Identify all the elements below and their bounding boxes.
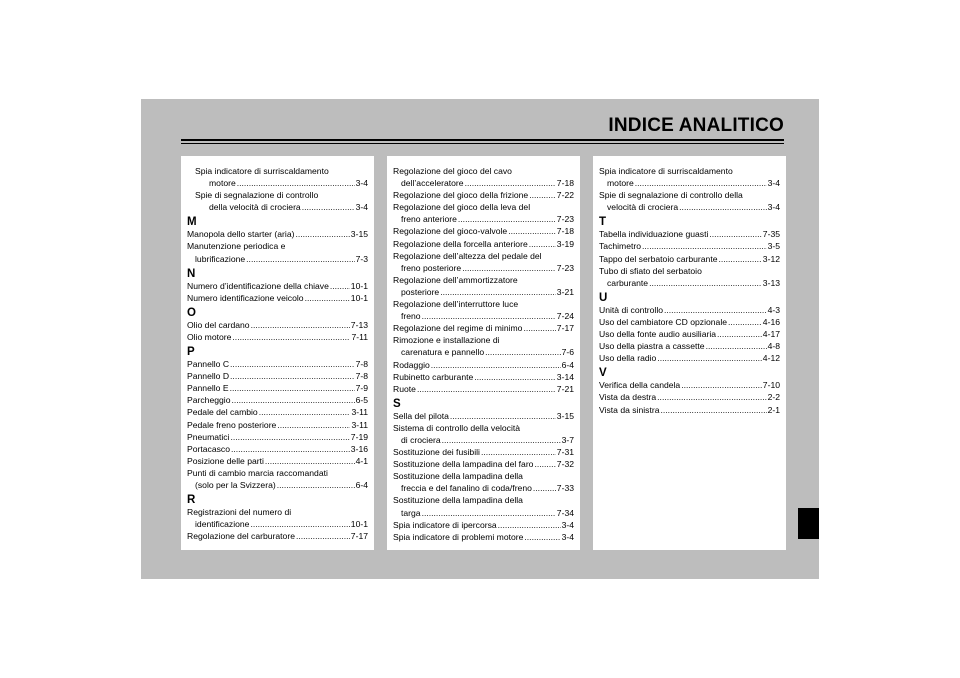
dot-leader: [431, 359, 561, 371]
index-entry-label: di crociera: [401, 434, 441, 445]
dot-leader: [230, 358, 355, 370]
index-entry: [187, 419, 368, 431]
index-entry: [187, 331, 368, 343]
dot-leader: [529, 189, 556, 201]
page-reference: 4-8: [767, 341, 780, 352]
page-reference: 7-24: [556, 311, 574, 322]
index-entry-label: Tachimetro: [599, 241, 642, 252]
dot-leader: [718, 253, 761, 265]
index-entry-label: Uso della fonte audio ausiliaria: [599, 329, 717, 340]
index-entry-label: Unità di controllo: [599, 304, 664, 315]
index-entry: [393, 250, 574, 274]
index-entry: [393, 494, 574, 518]
index-entry: [599, 253, 780, 265]
page-reference: 7-3: [355, 253, 368, 264]
index-entry: [393, 225, 574, 237]
page-reference: 7-6: [561, 347, 574, 358]
index-entry-label: (solo per la Svizzera): [195, 479, 276, 490]
index-letter-heading: U: [599, 291, 608, 304]
dot-leader: [728, 316, 762, 328]
index-letter-heading: R: [187, 494, 196, 507]
page-reference: 3-15: [556, 410, 574, 421]
index-entry-label: Numero identificazione veicolo: [187, 292, 304, 303]
page-reference: 7-17: [350, 531, 368, 542]
dot-leader: [295, 228, 349, 240]
index-entry-label: carenatura e pannello: [401, 347, 485, 358]
index-entry-label: Sostituzione dei fusibili: [393, 447, 480, 458]
index-entry: [393, 201, 574, 225]
index-entry-label: targa: [401, 507, 421, 518]
index-entry-label: Pannello E: [187, 383, 229, 394]
dot-leader: [422, 310, 556, 322]
dot-leader: [664, 304, 767, 316]
index-entry-label: posteriore: [401, 286, 440, 297]
index-entry-label: Sella del pilota: [393, 410, 449, 421]
index-entry: [599, 328, 780, 340]
page-reference: 3-12: [762, 253, 780, 264]
page-reference: 7-23: [556, 214, 574, 225]
index-entry: [393, 298, 574, 322]
index-entry: [393, 531, 574, 543]
index-entry-text: Spie di segnalazione di controllo: [195, 190, 319, 201]
index-entry-text: Spie di segnalazione di controllo della: [599, 190, 743, 201]
dot-leader: [302, 201, 355, 213]
index-entry: [187, 370, 368, 382]
dot-leader: [231, 443, 350, 455]
index-entry-label: Regolazione del gioco-valvole: [393, 226, 508, 237]
index-entry-label: Regolazione della forcella anteriore: [393, 238, 528, 249]
index-entry-label: dell’acceleratore: [401, 178, 464, 189]
dot-leader: [642, 240, 767, 252]
page-reference: 7-18: [556, 226, 574, 237]
page-reference: 7-17: [556, 323, 574, 334]
dot-leader: [706, 340, 767, 352]
index-entry-label: Regolazione del regime di minimo: [393, 323, 523, 334]
dot-leader: [442, 434, 561, 446]
page-title: INDICE ANALITICO: [608, 115, 784, 136]
index-entry-label: identificazione: [195, 519, 250, 530]
index-entry-text: Regolazione dell’interruttore luce: [393, 299, 519, 310]
dot-leader: [533, 482, 556, 494]
page-reference: 7-32: [556, 459, 574, 470]
index-entry-label: freno anteriore: [401, 214, 457, 225]
index-entry: [187, 443, 368, 455]
index-letter-heading: S: [393, 397, 401, 410]
dot-leader: [230, 370, 355, 382]
index-entry-label: Pannello C: [187, 359, 230, 370]
index-entry-text: Punti di cambio marcia raccomandati: [187, 467, 328, 478]
index-entry: [187, 319, 368, 331]
dot-leader: [523, 322, 555, 334]
index-entry: [393, 334, 574, 358]
index-entry-text: Spia indicatore di surriscaldamento: [599, 166, 733, 176]
dot-leader: [230, 382, 355, 394]
page-reference: 3-21: [556, 286, 574, 297]
page-reference: 3-4: [767, 202, 780, 213]
dot-leader: [422, 507, 556, 519]
index-entry: [393, 470, 574, 494]
index-entry: [393, 422, 574, 446]
index-entry-text: Tubo di sfiato del serbatoio: [599, 265, 702, 276]
index-letter-heading: O: [187, 306, 196, 319]
index-entry: [393, 189, 574, 201]
index-entry: [187, 189, 368, 213]
index-entry: [599, 391, 780, 403]
index-entry-label: Sostituzione della lampadina del faro: [393, 459, 534, 470]
index-entry-label: Olio motore: [187, 331, 232, 342]
index-entry: [187, 382, 368, 394]
index-entry: [599, 228, 780, 240]
index-entry-label: Uso della radio: [599, 353, 657, 364]
index-entry: [187, 228, 368, 240]
page-reference: 3-19: [556, 238, 574, 249]
page-reference: 3-13: [762, 277, 780, 288]
index-entry-text: Rimozione e installazione di: [393, 335, 500, 346]
dot-leader: [277, 479, 355, 491]
index-letter-heading: M: [187, 216, 197, 229]
index-entry-label: motore: [607, 178, 634, 189]
page-reference: 4-1: [355, 455, 368, 466]
page-reference: 7-11: [351, 331, 368, 342]
index-entry-label: Uso della piastra a cassette: [599, 341, 705, 352]
index-entry-label: motore: [209, 178, 236, 189]
page-reference: 7-18: [556, 178, 574, 189]
index-entry-label: della velocità di crociera: [209, 202, 301, 213]
dot-leader: [450, 410, 556, 422]
index-entry-text: Spia indicatore di surriscaldamento: [195, 166, 329, 176]
index-entry-label: Portacasco: [187, 443, 230, 454]
index-entry: [393, 165, 574, 189]
index-entry: [393, 519, 574, 531]
index-entry-label: Vista da sinistra: [599, 404, 660, 415]
page-reference: 7-10: [762, 380, 780, 391]
index-entry: [187, 431, 368, 443]
page-reference: 3-11: [351, 419, 368, 430]
index-entry-label: Regolazione del gioco della frizione: [393, 190, 529, 201]
page-reference: 3-4: [561, 531, 574, 542]
index-entry-label: Tappo del serbatoio carburante: [599, 253, 718, 264]
index-entry: [599, 352, 780, 364]
dot-leader: [709, 228, 761, 240]
page-reference: 10-1: [350, 280, 368, 291]
dot-leader: [481, 446, 556, 458]
dot-leader: [305, 292, 350, 304]
dot-leader: [296, 530, 350, 542]
page-reference: 4-3: [767, 304, 780, 315]
dot-leader: [277, 419, 350, 431]
index-letter-heading: P: [187, 346, 195, 359]
dot-leader: [237, 177, 355, 189]
page-reference: 2-1: [767, 404, 780, 415]
index-entry: [393, 371, 574, 383]
page-reference: 7-22: [556, 190, 574, 201]
index-entry-label: Tabella individuazione guasti: [599, 229, 709, 240]
title-rule: [181, 139, 784, 141]
page-reference: 10-1: [350, 292, 368, 303]
page-reference: 7-31: [556, 447, 574, 458]
page-reference: 6-4: [561, 359, 574, 370]
dot-leader: [251, 319, 350, 331]
index-column-3: [593, 156, 786, 550]
page-reference: 4-17: [762, 329, 780, 340]
dot-leader: [232, 331, 350, 343]
dot-leader: [458, 213, 556, 225]
index-entry-label: freno posteriore: [401, 262, 462, 273]
dot-leader: [259, 406, 351, 418]
index-entry: [187, 394, 368, 406]
dot-leader: [485, 346, 560, 358]
index-entry: [393, 458, 574, 470]
page-reference: 3-4: [767, 178, 780, 189]
dot-leader: [474, 371, 556, 383]
manual-page: [141, 99, 819, 579]
index-entry-label: Spia indicatore di problemi motore: [393, 531, 524, 542]
index-entry-text: Sostituzione della lampadina della: [393, 495, 523, 506]
index-entry: [187, 358, 368, 370]
index-entry: [393, 322, 574, 334]
dot-leader: [529, 238, 556, 250]
index-entry-label: Pannello D: [187, 371, 230, 382]
page-reference: 7-8: [355, 359, 368, 370]
index-letter-heading: T: [599, 216, 607, 229]
index-entry-label: Spia indicatore di ipercorsa: [393, 519, 497, 530]
index-entry-text: Regolazione del gioco del cavo: [393, 166, 512, 176]
dot-leader: [330, 280, 350, 292]
index-entry: [599, 340, 780, 352]
index-entry: [599, 379, 780, 391]
index-entry-label: velocità di crociera: [607, 202, 679, 213]
page-reference: 2-2: [767, 392, 780, 403]
index-entry-label: carburante: [607, 277, 649, 288]
dot-leader: [231, 394, 354, 406]
index-entry: [599, 189, 780, 213]
index-entry-text: Sistema di controllo della velocità: [393, 422, 521, 433]
index-entry: [187, 406, 368, 418]
index-entry: [599, 265, 780, 289]
page-reference: 7-21: [556, 383, 574, 394]
page-reference: 7-35: [762, 229, 780, 240]
dot-leader: [498, 519, 561, 531]
dot-leader: [417, 383, 556, 395]
dot-leader: [657, 391, 766, 403]
index-entry: [187, 280, 368, 292]
index-column-2: [387, 156, 580, 550]
index-entry: [599, 404, 780, 416]
index-entry: [393, 383, 574, 395]
index-entry-label: Regolazione del carburatore: [187, 531, 295, 542]
page-reference: 7-19: [350, 431, 368, 442]
index-entry-label: Posizione delle parti: [187, 455, 264, 466]
index-entry: [187, 455, 368, 467]
index-entry: [187, 292, 368, 304]
page-reference: 4-16: [762, 316, 780, 327]
page-reference: 4-12: [762, 353, 780, 364]
page-reference: 7-9: [355, 383, 368, 394]
index-entry-label: Olio del cardano: [187, 319, 250, 330]
dot-leader: [231, 431, 350, 443]
page-reference: 7-13: [350, 319, 368, 330]
page-reference: 6-5: [355, 395, 368, 406]
index-entry-label: lubrificazione: [195, 253, 246, 264]
page-reference: 3-4: [355, 202, 368, 213]
index-entry: [393, 274, 574, 298]
index-entry-label: Parcheggio: [187, 395, 231, 406]
index-entry-label: Numero d’identificazione della chiave: [187, 280, 329, 291]
page-reference: 10-1: [350, 519, 368, 530]
index-entry: [393, 446, 574, 458]
index-entry-label: Pedale freno posteriore: [187, 419, 277, 430]
index-entry-text: Regolazione del gioco della leva del: [393, 202, 531, 213]
dot-leader: [246, 253, 354, 265]
index-entry: [599, 316, 780, 328]
index-letter-heading: N: [187, 267, 196, 280]
index-entry-label: Pneumatici: [187, 431, 230, 442]
chapter-tab: [798, 508, 819, 539]
index-entry-text: Registrazioni del numero di: [187, 507, 292, 518]
page-reference: 3-7: [561, 434, 574, 445]
dot-leader: [657, 352, 761, 364]
index-entry: [187, 240, 368, 264]
index-entry-label: Manopola dello starter (aria): [187, 229, 295, 240]
page-reference: 7-34: [556, 507, 574, 518]
index-entry-text: Sostituzione della lampadina della: [393, 471, 523, 482]
dot-leader: [661, 404, 767, 416]
index-entry-label: Vista da destra: [599, 392, 657, 403]
page-reference: 3-4: [561, 519, 574, 530]
page-reference: 3-14: [556, 371, 574, 382]
page-reference: 6-4: [355, 479, 368, 490]
page-reference: 7-8: [355, 371, 368, 382]
page-reference: 3-5: [767, 241, 780, 252]
index-entry-text: Manutenzione periodica e: [187, 241, 286, 252]
dot-leader: [250, 518, 349, 530]
page-reference: 7-33: [556, 483, 574, 494]
index-entry-label: freccia e del fanalino di coda/freno: [401, 483, 532, 494]
index-entry-label: Rodaggio: [393, 359, 430, 370]
index-entry-label: Ruote: [393, 383, 416, 394]
page-reference: 7-23: [556, 262, 574, 273]
dot-leader: [524, 531, 560, 543]
dot-leader: [635, 177, 767, 189]
dot-leader: [465, 177, 556, 189]
index-entry-text: Regolazione dell’ammortizzatore: [393, 274, 518, 285]
index-entry: [393, 359, 574, 371]
dot-leader: [717, 328, 762, 340]
page-reference: 3-4: [355, 178, 368, 189]
index-entry-label: Pedale del cambio: [187, 407, 258, 418]
dot-leader: [679, 201, 766, 213]
index-entry: [599, 304, 780, 316]
index-entry-label: Uso del cambiatore CD opzionale: [599, 316, 728, 327]
dot-leader: [462, 262, 556, 274]
page-reference: 3-16: [350, 443, 368, 454]
index-column-1: [181, 156, 374, 550]
dot-leader: [534, 458, 555, 470]
index-entry: [187, 530, 368, 542]
index-entry: [393, 410, 574, 422]
page-reference: 3-15: [350, 229, 368, 240]
index-entry: [187, 506, 368, 530]
index-entry-label: Verifica della candela: [599, 380, 681, 391]
index-entry-text: Regolazione dell’altezza del pedale del: [393, 250, 542, 261]
index-entry-label: Rubinetto carburante: [393, 371, 474, 382]
index-entry-label: freno: [401, 311, 421, 322]
index-entry: [393, 238, 574, 250]
index-letter-heading: V: [599, 367, 607, 380]
dot-leader: [265, 455, 355, 467]
dot-leader: [649, 277, 762, 289]
dot-leader: [508, 225, 556, 237]
page-reference: 3-11: [351, 407, 368, 418]
dot-leader: [440, 286, 556, 298]
title-rule-thin: [181, 143, 784, 144]
dot-leader: [681, 379, 762, 391]
index-entry: [187, 165, 368, 189]
index-entry: [599, 165, 780, 189]
index-entry: [599, 240, 780, 252]
index-entry: [187, 467, 368, 491]
